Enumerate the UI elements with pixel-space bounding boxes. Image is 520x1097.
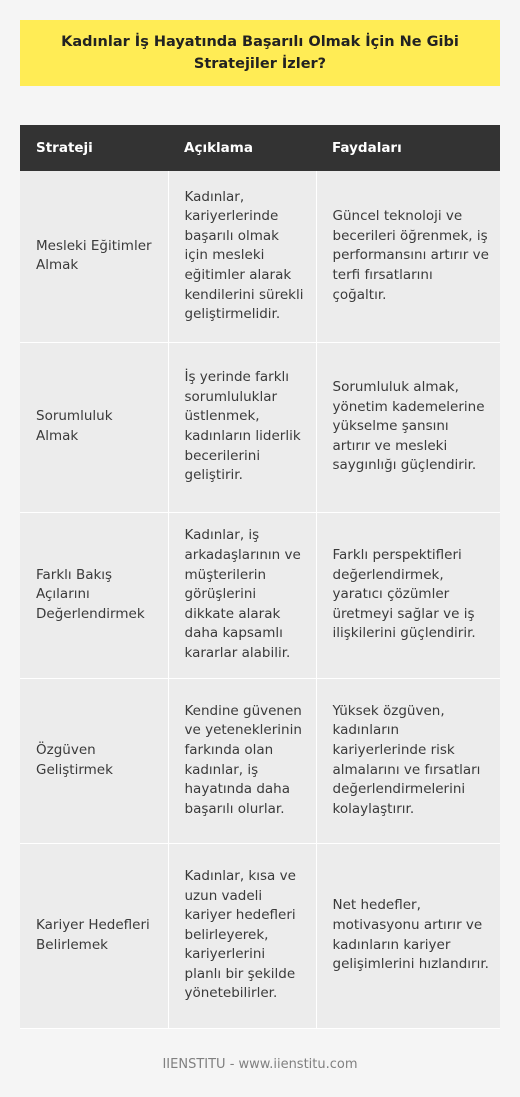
column-header-description: Açıklama: [168, 125, 316, 171]
page-title: Kadınlar İş Hayatında Başarılı Olmak İçin Ne Gibi Stratejiler İzler?: [61, 34, 459, 72]
strategy-table: [20, 125, 500, 1029]
column-header-strategy: Strateji: [20, 125, 168, 171]
table-header-row: [20, 125, 500, 171]
strategy-cell: Sorumluluk Almak: [20, 342, 168, 512]
benefits-cell: Farklı perspektifleri değerlendirmek, yaratıcı çözümler üretmeyi sağlar ve iş ilişkilerini güçlendirir.: [316, 512, 500, 678]
description-cell: Kadınlar, kariyerlerinde başarılı olmak için mesleki eğitimler alarak kendilerini sürekli geliştirmelidir.: [168, 171, 316, 342]
benefits-cell: Net hedefler, motivasyonu artırır ve kadınların kariyer gelişimlerini hızlandırır.: [316, 843, 500, 1028]
description-cell: Kendine güvenen ve yeteneklerinin farkında olan kadınlar, iş hayatında daha başarılı olurlar.: [168, 678, 316, 843]
title-banner: [20, 20, 500, 86]
benefits-cell: Güncel teknoloji ve becerileri öğrenmek, iş performansını artırır ve terfi fırsatlarını çoğaltır.: [316, 171, 500, 342]
column-header-benefits: Faydaları: [316, 125, 500, 171]
strategy-cell: Farklı Bakış Açılarını Değerlendirmek: [20, 512, 168, 678]
strategy-cell: Özgüven Geliştirmek: [20, 678, 168, 843]
benefits-cell: Sorumluluk almak, yönetim kademelerine yükselme şansını artırır ve mesleki saygınlığı güçlendirir.: [316, 342, 500, 512]
benefits-cell: Yüksek özgüven, kadınların kariyerlerinde risk almalarını ve fırsatları değerlendirmelerini kolaylaştırır.: [316, 678, 500, 843]
strategy-cell: Mesleki Eğitimler Almak: [20, 171, 168, 342]
description-cell: İş yerinde farklı sorumluluklar üstlenmek, kadınların liderlik becerilerini geliştirir.: [168, 342, 316, 512]
footer-credit: IIENSTITU - www.iienstitu.com: [162, 1057, 358, 1072]
description-cell: Kadınlar, kısa ve uzun vadeli kariyer hedefleri belirleyerek, kariyerlerini planlı bir şekilde yönetebilirler.: [168, 843, 316, 1028]
table-row: [20, 678, 500, 843]
description-cell: Kadınlar, iş arkadaşlarının ve müşterilerin görüşlerini dikkate alarak daha kapsamlı kararlar alabilir.: [168, 512, 316, 678]
table-row: [20, 512, 500, 678]
table-row: [20, 843, 500, 1028]
table-row: [20, 342, 500, 512]
strategy-cell: Kariyer Hedefleri Belirlemek: [20, 843, 168, 1028]
table-row: [20, 171, 500, 342]
